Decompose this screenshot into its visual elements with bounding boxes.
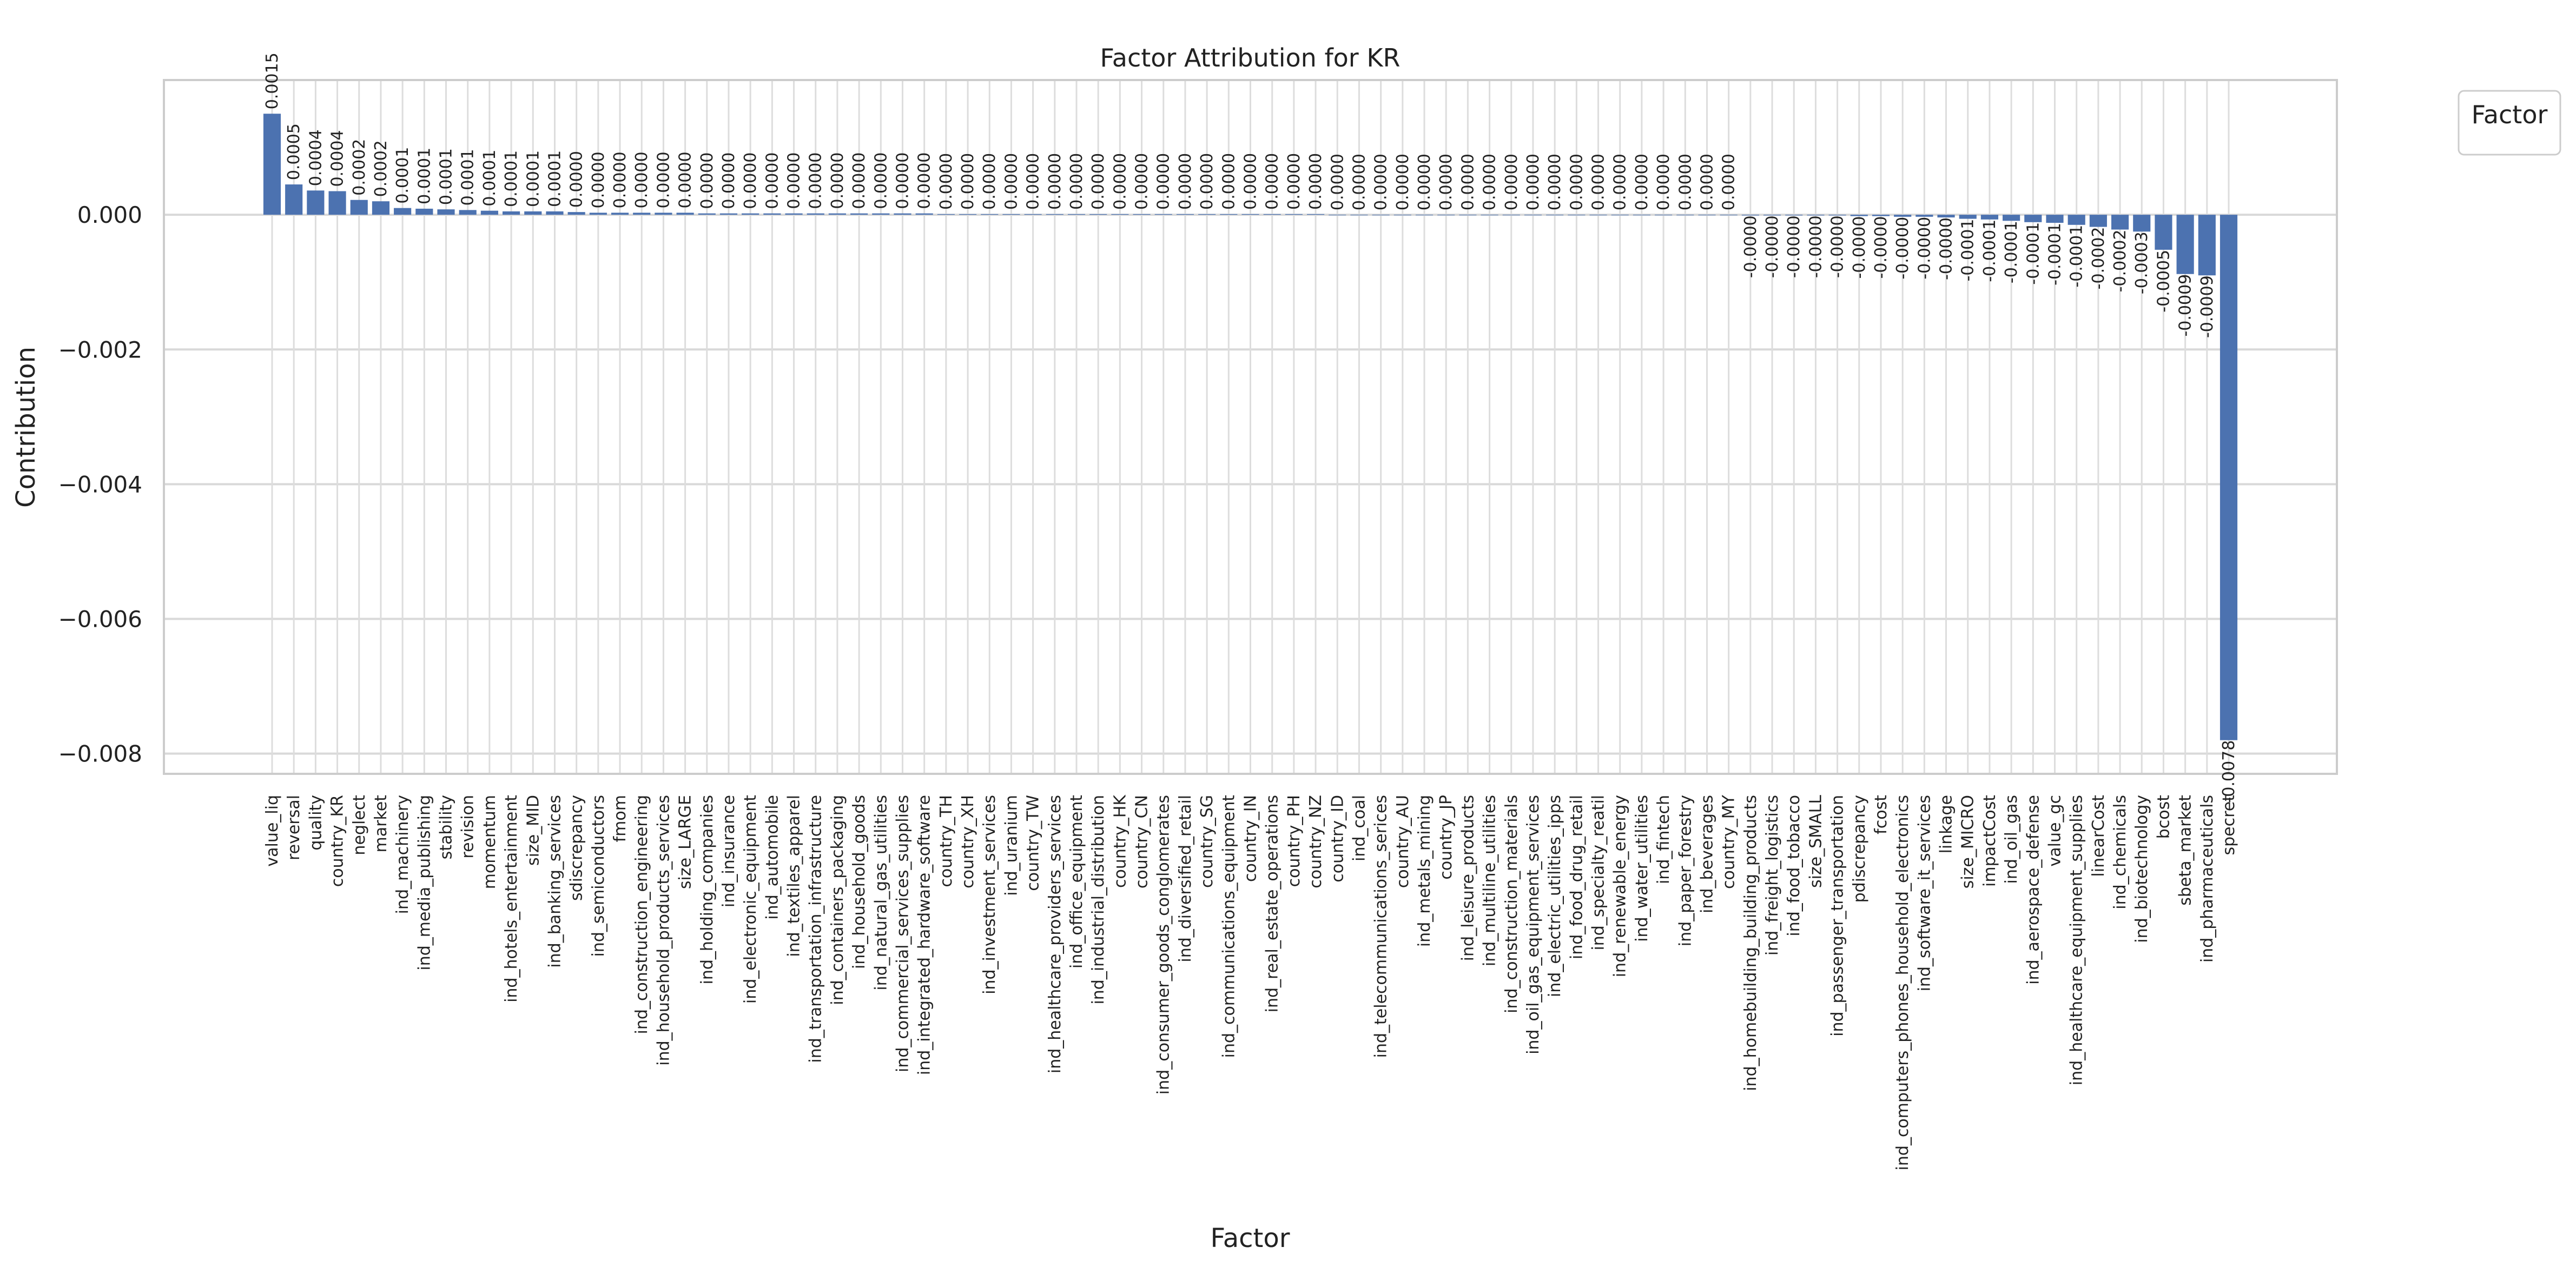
bar xyxy=(1002,214,1020,215)
value-label: 0.0001 xyxy=(480,149,499,207)
x-tick-label: neglect xyxy=(349,795,369,855)
x-tick-label: ind_textiles_apparel xyxy=(784,795,804,957)
x-tick-label: country_JP xyxy=(1437,795,1456,880)
value-label: -0.0000 xyxy=(1741,215,1760,278)
bar xyxy=(981,214,998,215)
x-tick-label: ind_biotechnology xyxy=(2132,795,2152,943)
value-label: 0.0001 xyxy=(393,147,413,204)
bar xyxy=(1220,214,1237,215)
bar xyxy=(1198,214,1216,215)
value-label: 0.0000 xyxy=(1545,154,1565,211)
bar xyxy=(415,209,433,215)
x-tick-label: country_NZ xyxy=(1306,795,1326,888)
value-label: 0.0000 xyxy=(871,152,891,209)
x-tick-label: ind_uranium xyxy=(1002,795,1021,896)
x-tick-label: ind_machinery xyxy=(393,795,413,914)
value-label: -0.0001 xyxy=(1958,218,1978,282)
bar xyxy=(1981,215,1998,220)
bar xyxy=(1264,214,1281,215)
value-label: 0.0000 xyxy=(1154,152,1173,210)
value-label: -0.0000 xyxy=(1871,216,1891,279)
x-tick-label: ind_renewable_energy xyxy=(1610,795,1630,978)
bar xyxy=(2068,215,2085,225)
x-tick-label: ind_commercial_services_supplies xyxy=(893,795,913,1072)
y-tick-label: −0.008 xyxy=(58,740,142,767)
value-label: -0.0001 xyxy=(2067,224,2086,288)
bar xyxy=(611,213,629,215)
bar xyxy=(503,211,520,215)
x-tick-label: country_TH xyxy=(936,795,956,887)
x-tick-label: size_LARGE xyxy=(676,795,695,890)
value-label: -0.0005 xyxy=(2154,249,2174,313)
x-tick-label: ind_household_goods xyxy=(850,795,869,970)
value-label: 0.0000 xyxy=(1632,154,1652,211)
bar xyxy=(1285,214,1303,215)
x-tick-label: ind_holding_companies xyxy=(697,795,717,985)
x-tick-label: country_KR xyxy=(328,795,347,887)
value-label: 0.0000 xyxy=(763,152,782,209)
x-tick-label: ind_diversified_retail xyxy=(1175,795,1195,963)
bar xyxy=(1133,214,1150,215)
bar xyxy=(1937,215,1954,217)
bar xyxy=(1872,215,1890,216)
x-tick-label: ind_insurance xyxy=(719,795,738,908)
x-tick-label: ind_water_utilities xyxy=(1632,795,1652,942)
x-axis-label: Factor xyxy=(1210,1223,1290,1253)
x-tick-label: stability xyxy=(437,795,456,860)
bar xyxy=(720,214,737,215)
x-tick-label: ind_banking_services xyxy=(545,795,565,968)
bar xyxy=(437,209,454,215)
bar xyxy=(307,190,324,215)
value-label: 0.0000 xyxy=(1219,152,1239,210)
legend-title: Factor xyxy=(2471,100,2548,129)
value-label: 0.0000 xyxy=(1393,154,1412,211)
value-label: -0.0000 xyxy=(1785,215,1804,278)
bar xyxy=(2024,215,2042,222)
x-tick-label: ind_pharmaceuticals xyxy=(2197,795,2217,963)
x-tick-label: ind_chemicals xyxy=(2111,795,2130,910)
x-tick-label: ind_construction_engineering xyxy=(632,795,652,1034)
value-label: 0.0000 xyxy=(980,152,1000,210)
x-tick-label: ind_automobile xyxy=(763,795,782,920)
value-label: -0.0000 xyxy=(1806,215,1826,278)
value-label: 0.0000 xyxy=(1089,152,1108,210)
value-label: 0.0000 xyxy=(632,151,652,209)
value-label: -0.0002 xyxy=(2089,227,2108,290)
value-label: 0.0001 xyxy=(502,150,521,207)
bar xyxy=(459,210,477,215)
x-tick-label: ind_aerospace_defense xyxy=(2024,795,2043,985)
value-label: 0.0000 xyxy=(611,151,630,209)
value-label: 0.0000 xyxy=(1132,152,1152,210)
y-tick-label: 0.000 xyxy=(77,202,142,229)
bar xyxy=(328,191,346,215)
value-label: 0.0000 xyxy=(806,152,825,209)
bar xyxy=(568,212,585,215)
x-tick-label: country_XH xyxy=(959,795,978,888)
x-tick-label: ind_healthcare_providers_services xyxy=(1045,795,1065,1074)
x-tick-label: ind_transportation_infrastructure xyxy=(806,795,825,1063)
value-label: 0.0000 xyxy=(1437,154,1456,211)
bar xyxy=(2155,215,2172,250)
bar xyxy=(2177,215,2194,274)
x-tick-label: fmom xyxy=(611,795,630,843)
value-label: 0.0000 xyxy=(1350,154,1369,211)
value-label: 0.0000 xyxy=(567,151,586,208)
bar xyxy=(2198,215,2216,275)
x-tick-label: ind_electronic_equipment xyxy=(741,795,761,1004)
value-label: 0.0000 xyxy=(784,152,804,209)
value-label: -0.0001 xyxy=(2045,223,2065,286)
x-tick-label: ind_software_it_services xyxy=(1915,795,1934,992)
value-label: 0.0000 xyxy=(1263,152,1282,210)
bar xyxy=(742,214,759,215)
bar xyxy=(2133,215,2150,231)
value-label: 0.0000 xyxy=(850,152,869,209)
value-label: 0.0000 xyxy=(1502,154,1521,211)
bar xyxy=(698,214,716,215)
x-tick-label: reversal xyxy=(285,795,304,861)
bar xyxy=(872,214,889,215)
value-label: 0.0000 xyxy=(676,151,695,209)
value-label: 0.0001 xyxy=(437,148,456,205)
bar xyxy=(633,213,650,215)
x-tick-label: ind_investment_services xyxy=(980,795,1000,994)
value-label: 0.0000 xyxy=(1198,152,1217,210)
y-tick-label: −0.004 xyxy=(58,471,142,498)
x-tick-label: fcost xyxy=(1871,795,1891,834)
x-tick-label: country_TW xyxy=(1023,795,1043,891)
bar xyxy=(677,213,694,215)
x-tick-label: ind_food_tobacco xyxy=(1785,795,1804,937)
bar xyxy=(916,214,933,215)
x-tick-label: ind_household_products_services xyxy=(654,795,673,1066)
value-label: 0.0000 xyxy=(697,152,717,209)
value-label: 0.0000 xyxy=(1458,154,1478,211)
value-label: 0.0000 xyxy=(1067,152,1086,210)
y-tick-label: −0.002 xyxy=(58,336,142,363)
value-label: 0.0000 xyxy=(893,152,913,209)
x-tick-label: size_MID xyxy=(524,795,543,866)
x-tick-label: ind_specialty_reatil xyxy=(1589,795,1608,951)
value-label: 0.0000 xyxy=(1284,152,1304,210)
bar xyxy=(1155,214,1172,215)
x-tick-label: ind_passenger_transportation xyxy=(1828,795,1847,1037)
x-tick-label: ind_oil_gas xyxy=(2002,795,2022,884)
x-tick-label: ind_beverages xyxy=(1697,795,1717,913)
value-label: 0.0000 xyxy=(1328,154,1348,211)
bar xyxy=(1959,215,1977,218)
bar xyxy=(1177,214,1194,215)
x-tick-label: value_gc xyxy=(2045,795,2065,867)
value-label: 0.0004 xyxy=(328,130,347,187)
x-tick-label: size_SMALL xyxy=(1806,795,1826,888)
value-label: 0.0001 xyxy=(545,150,565,207)
x-tick-label: country_SG xyxy=(1198,795,1217,888)
value-label: 0.0000 xyxy=(1719,154,1739,211)
bar xyxy=(829,214,846,215)
value-label: 0.0015 xyxy=(263,52,282,110)
x-tick-label: sbeta_market xyxy=(2176,795,2195,906)
x-tick-label: ind_leisure_products xyxy=(1458,795,1478,961)
value-label: 0.0000 xyxy=(915,152,934,209)
bar xyxy=(372,201,389,215)
x-tick-label: impactCost xyxy=(1980,795,1999,887)
x-tick-label: ind_communications_equipment xyxy=(1219,795,1239,1058)
value-label: 0.0000 xyxy=(828,152,847,209)
x-tick-label: ind_homebuilding_building_products xyxy=(1741,795,1760,1091)
value-label: -0.0078 xyxy=(2220,740,2238,803)
bar xyxy=(524,211,541,215)
value-label: -0.0009 xyxy=(2176,274,2195,337)
x-tick-label: ind_food_drug_retail xyxy=(1567,795,1587,960)
value-label: 0.0000 xyxy=(1175,152,1195,210)
x-tick-label: ind_paper_forestry xyxy=(1676,795,1695,947)
value-label: 0.0001 xyxy=(415,147,434,204)
bar xyxy=(763,214,781,215)
x-tick-label: ind_media_publishing xyxy=(415,795,434,971)
bar xyxy=(2111,215,2129,229)
value-label: -0.0001 xyxy=(2024,222,2043,285)
x-tick-label: ind_computers_phones_household_electronics xyxy=(1893,795,1913,1171)
x-tick-label: ind_real_estate_operations xyxy=(1263,795,1282,1013)
x-tick-label: country_CN xyxy=(1132,795,1152,889)
x-tick-label: ind_electric_utilities_ipps xyxy=(1545,795,1565,998)
value-label: -0.0000 xyxy=(1893,216,1913,280)
value-label: 0.0000 xyxy=(1045,152,1065,210)
x-tick-label: ind_coal xyxy=(1350,795,1369,861)
value-label: 0.0000 xyxy=(1306,152,1326,210)
bar xyxy=(590,213,607,215)
value-label: 0.0000 xyxy=(1241,152,1260,210)
value-label: -0.0009 xyxy=(2197,275,2217,339)
value-label: 0.0004 xyxy=(306,129,326,187)
value-label: 0.0001 xyxy=(458,149,478,206)
bar xyxy=(850,214,868,215)
x-tick-label: ind_freight_logistics xyxy=(1763,795,1782,956)
value-label: 0.0005 xyxy=(285,123,304,181)
bar xyxy=(1916,215,1933,217)
bar xyxy=(1241,214,1259,215)
value-label: -0.0000 xyxy=(1763,215,1782,278)
value-label: -0.0003 xyxy=(2132,231,2152,295)
value-label: 0.0000 xyxy=(1480,154,1500,211)
value-label: 0.0000 xyxy=(1654,154,1674,211)
bar xyxy=(1068,214,1085,215)
value-label: 0.0000 xyxy=(1610,154,1630,211)
x-tick-label: specret xyxy=(2220,795,2238,855)
value-label: 0.0000 xyxy=(1111,152,1130,210)
bar xyxy=(1851,215,1868,216)
x-tick-label: ind_containers_packaging xyxy=(828,795,847,1005)
value-label: 0.0002 xyxy=(349,138,369,196)
value-label: 0.0000 xyxy=(1676,154,1695,211)
x-tick-label: ind_healthcare_equipment_supplies xyxy=(2067,795,2086,1086)
y-axis-label: Contribution xyxy=(11,346,41,508)
value-label: 0.0000 xyxy=(741,152,761,209)
x-tick-label: country_HK xyxy=(1111,795,1130,888)
bar xyxy=(2046,215,2063,223)
x-tick-label: ind_consumer_goods_conglomerates xyxy=(1154,795,1173,1095)
x-tick-label: ind_oil_gas_equipment_services xyxy=(1523,795,1543,1054)
bar xyxy=(546,211,563,215)
x-tick-label: quality xyxy=(306,795,326,851)
bar xyxy=(481,211,498,215)
value-label: 0.0000 xyxy=(654,151,673,209)
value-label: 0.0000 xyxy=(1415,154,1435,211)
bar xyxy=(285,184,302,215)
bar xyxy=(2090,215,2107,227)
x-tick-label: country_AU xyxy=(1393,795,1412,888)
x-tick-label: country_MY xyxy=(1719,795,1739,889)
bar xyxy=(1894,215,1911,217)
value-label: 0.0000 xyxy=(719,152,738,209)
x-tick-label: sdiscrepancy xyxy=(567,795,586,901)
x-tick-label: ind_natural_gas_utilities xyxy=(871,795,891,991)
value-label: 0.0000 xyxy=(1567,154,1587,211)
x-tick-label: ind_integrated_hardware_software xyxy=(915,795,934,1076)
bar xyxy=(1111,214,1128,215)
x-tick-label: country_IN xyxy=(1241,795,1260,883)
x-tick-label: value_liq xyxy=(263,795,282,867)
bar xyxy=(1307,214,1324,215)
value-label: 0.0000 xyxy=(589,151,608,209)
bar xyxy=(2220,215,2237,740)
value-label: 0.0000 xyxy=(1371,154,1391,211)
x-tick-label: ind_multiline_utilities xyxy=(1480,795,1500,967)
x-tick-label: ind_hotels_entertainment xyxy=(502,795,521,1003)
x-tick-label: revision xyxy=(458,795,478,859)
value-label: -0.0001 xyxy=(1980,219,1999,282)
x-tick-label: country_PH xyxy=(1284,795,1304,887)
value-label: -0.0001 xyxy=(2002,221,2022,284)
value-label: 0.0000 xyxy=(1002,152,1021,210)
x-tick-label: linkage xyxy=(1937,795,1956,854)
bar xyxy=(655,213,672,215)
bar xyxy=(1089,214,1107,215)
x-tick-label: ind_office_equipment xyxy=(1067,795,1086,969)
bar xyxy=(894,214,911,215)
value-label: -0.0000 xyxy=(1850,216,1869,279)
x-tick-label: ind_telecommunications_serices xyxy=(1371,795,1391,1058)
bar xyxy=(263,114,281,215)
value-label: 0.0000 xyxy=(1523,154,1543,211)
bar xyxy=(394,208,411,215)
bar xyxy=(807,214,824,215)
value-label: 0.0000 xyxy=(1023,152,1043,210)
value-label: 0.0000 xyxy=(1589,154,1608,211)
value-label: 0.0000 xyxy=(936,152,956,210)
value-label: 0.0002 xyxy=(371,140,391,197)
x-tick-label: ind_semiconductors xyxy=(589,795,608,957)
x-tick-label: market xyxy=(371,795,391,853)
x-tick-label: ind_metals_mining xyxy=(1415,795,1435,947)
x-tick-label: ind_fintech xyxy=(1654,795,1674,885)
x-tick-label: country_ID xyxy=(1328,795,1348,883)
bar xyxy=(1046,214,1064,215)
x-tick-label: ind_construction_materials xyxy=(1502,795,1521,1013)
bar xyxy=(959,214,976,215)
chart-title: Factor Attribution for KR xyxy=(1100,43,1401,72)
x-tick-label: ind_industrial_distribution xyxy=(1089,795,1108,1005)
value-label: 0.0001 xyxy=(524,150,543,207)
value-label: -0.0002 xyxy=(2111,229,2130,293)
y-tick-label: −0.006 xyxy=(58,606,142,633)
x-tick-label: size_MICRO xyxy=(1958,795,1978,889)
bar xyxy=(351,200,368,215)
x-tick-label: momentum xyxy=(480,795,499,890)
value-label: -0.0000 xyxy=(1915,216,1934,280)
x-tick-label: linearCost xyxy=(2089,795,2108,877)
value-label: -0.0000 xyxy=(1937,217,1956,280)
x-tick-label: pdiscrepancy xyxy=(1850,795,1869,903)
bar xyxy=(785,214,802,215)
bar xyxy=(1025,214,1042,215)
value-label: 0.0000 xyxy=(959,152,978,210)
value-label: 0.0000 xyxy=(1697,154,1717,211)
x-tick-label: bcost xyxy=(2154,795,2174,839)
legend xyxy=(2459,91,2560,155)
bar xyxy=(2003,215,2020,221)
value-label: -0.0000 xyxy=(1828,215,1847,278)
bar xyxy=(937,214,955,215)
